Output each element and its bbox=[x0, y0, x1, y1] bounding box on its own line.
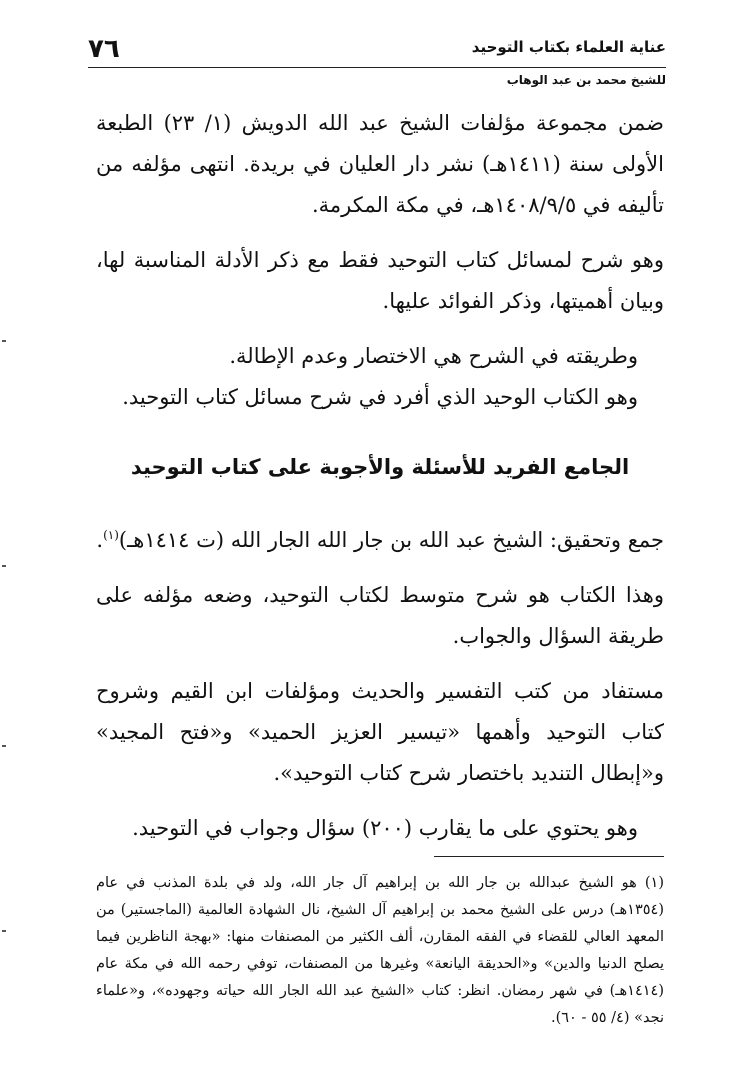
margin-mark bbox=[2, 565, 6, 567]
paragraph: وهو الكتاب الوحيد الذي أفرد في شرح مسائل كتاب التوحيد. bbox=[122, 385, 638, 409]
page-header bbox=[88, 30, 666, 90]
footnote-rule bbox=[434, 856, 664, 857]
compiler-text: جمع وتحقيق: الشيخ عبد الله بن جار الله الجار الله (ت ١٤١٤هـ) bbox=[118, 528, 664, 552]
footnotes bbox=[96, 870, 664, 1032]
paragraph: وهو يحتوي على ما يقارب (٢٠٠) سؤال وجواب في التوحيد. bbox=[132, 816, 638, 840]
body-section-1 bbox=[96, 103, 664, 418]
paragraph: مستفاد من كتب التفسير والحديث ومؤلفات ابن القيم وشروح كتاب التوحيد وأهمها «تيسير العزيز الحميد» و«فتح المجيد» و«إبطال التنديد باختصار شرح كتاب التوحيد». bbox=[96, 679, 664, 785]
footnote-reference[interactable]: (١) bbox=[103, 528, 119, 542]
section-heading: الجامع الفريد للأسئلة والأجوبة على كتاب التوحيد bbox=[130, 455, 630, 479]
paragraph: وهذا الكتاب هو شرح متوسط لكتاب التوحيد، وضعه مؤلفه على طريقة السؤال والجواب. bbox=[96, 583, 664, 648]
compiler-line bbox=[96, 520, 664, 561]
body-section-2 bbox=[96, 520, 664, 849]
margin-mark bbox=[2, 340, 6, 342]
compiler-end: . bbox=[96, 528, 104, 552]
paragraph: ضمن مجموعة مؤلفات الشيخ عبد الله الدويش (١/ ٢٣) الطبعة الأولى سنة (١٤١١هـ) نشر دار العليان في بريدة. انتهى مؤلفه من تأليفه في ١٤٠٨/٩/٥هـ، في مكة المكرمة. bbox=[96, 111, 664, 217]
paragraph: وهو شرح لمسائل كتاب التوحيد فقط مع ذكر الأدلة المناسبة لها، وبيان أهميتها، وذكر الفوائد عليها. bbox=[96, 248, 664, 313]
running-title: عناية العلماء بكتاب التوحيد bbox=[471, 38, 666, 56]
header-rule bbox=[88, 67, 666, 68]
paragraph: وطريقته في الشرح هي الاختصار وعدم الإطالة. bbox=[229, 344, 638, 368]
footnote: (١) هو الشيخ عبدالله بن جار الله بن إبراهيم آل جار الله، ولد في بلدة المذنب في عام (١٣٥٤هـ) درس على الشيخ محمد بن إبراهيم آل الشيخ، نال الشهادة العالمية (الماجستير) من المعهد العالي للقضاء في الفقه المقارن، ألف الكثير من المصنفات منها: «بهجة الناظرين فيما يصلح الدنيا والدين» و«الحديقة اليانعة» وغيرها من المصنفات، توفي رحمه الله في مكة عام (١٤١٤هـ) في شهر رمضان. انظر: كتاب «الشيخ عبد الله الجار الله حياته وجهوده»، و«علماء نجد» (٤/ ٥٥ - ٦٠). bbox=[96, 875, 664, 1026]
page-number: ٧٦ bbox=[88, 34, 120, 64]
margin-mark bbox=[2, 930, 6, 932]
running-author: للشيخ محمد بن عبد الوهاب bbox=[506, 73, 666, 87]
margin-mark bbox=[2, 745, 6, 747]
